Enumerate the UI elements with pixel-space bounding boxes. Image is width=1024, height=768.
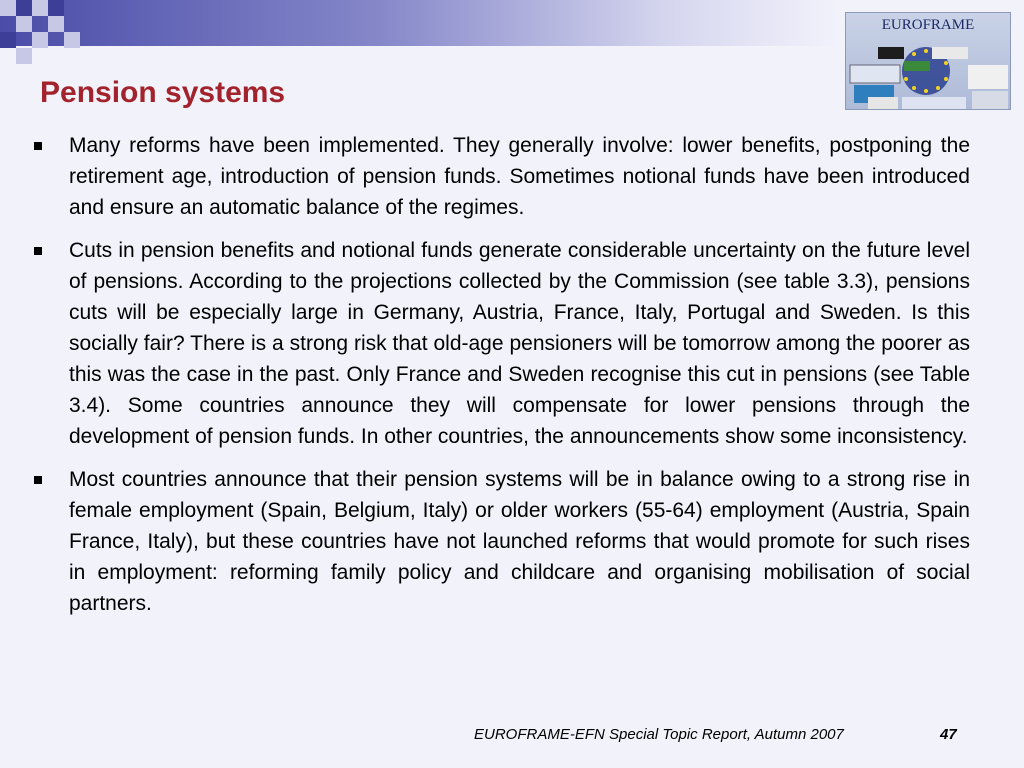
decor-square bbox=[16, 0, 32, 16]
square-bullet-icon bbox=[34, 247, 42, 255]
decor-square bbox=[16, 48, 32, 64]
institutes-collage-icon bbox=[846, 39, 1011, 110]
decor-square bbox=[32, 0, 48, 16]
bullet-item bbox=[30, 464, 970, 619]
bullet-item bbox=[30, 130, 970, 223]
square-bullet-icon bbox=[34, 142, 42, 150]
decor-square bbox=[32, 32, 48, 48]
decor-square bbox=[64, 32, 80, 48]
bullet-text: Cuts in pension benefits and notional funds generate considerable uncertainty on the future level of pensions. According to the projections collected by the Commission (see table 3.3), pensions cuts will be especially large in Germany, Austria, France, Italy, Portugal and Sweden. Is this socially fair? There is a strong risk that old-age pensioners will be tomorrow among the poorer as this was the case in the past. Only France and Sweden recognise this cut in pensions (see Table 3.4). Some countries announce they will compensate for lower pensions through the development of pension funds. In other countries, the announcements show some inconsistency. bbox=[69, 239, 970, 448]
euroframe-logo bbox=[845, 12, 1011, 110]
decor-square bbox=[48, 16, 64, 32]
bullet-list bbox=[30, 130, 970, 631]
square-bullet-icon bbox=[34, 476, 42, 484]
decor-square bbox=[16, 16, 32, 32]
slide-title: Pension systems bbox=[40, 76, 286, 109]
page-number: 47 bbox=[940, 726, 957, 743]
bullet-text: Most countries announce that their pension systems will be in balance owing to a strong rise in female employment (Spain, Belgium, Italy) or older workers (55-64) employment (Austria, Spain France, Italy), but these countries have not launched reforms that would promote for such rises in employment: reforming family policy and childcare and organising mobilisation of social partners. bbox=[69, 468, 970, 615]
decor-square bbox=[48, 0, 64, 16]
header-band bbox=[0, 0, 840, 46]
logo-title: EUROFRAME bbox=[881, 17, 975, 33]
bullet-text: Many reforms have been implemented. They generally involve: lower benefits, postponing the retirement age, introduction of pension funds. Sometimes notional funds have been introduced and ensure an automatic balance of the regimes. bbox=[69, 134, 970, 219]
decor-square bbox=[0, 32, 16, 48]
bullet-item bbox=[30, 235, 970, 452]
footer-text: EUROFRAME-EFN Special Topic Report, Autumn 2007 bbox=[474, 726, 844, 743]
decor-square bbox=[0, 0, 16, 16]
